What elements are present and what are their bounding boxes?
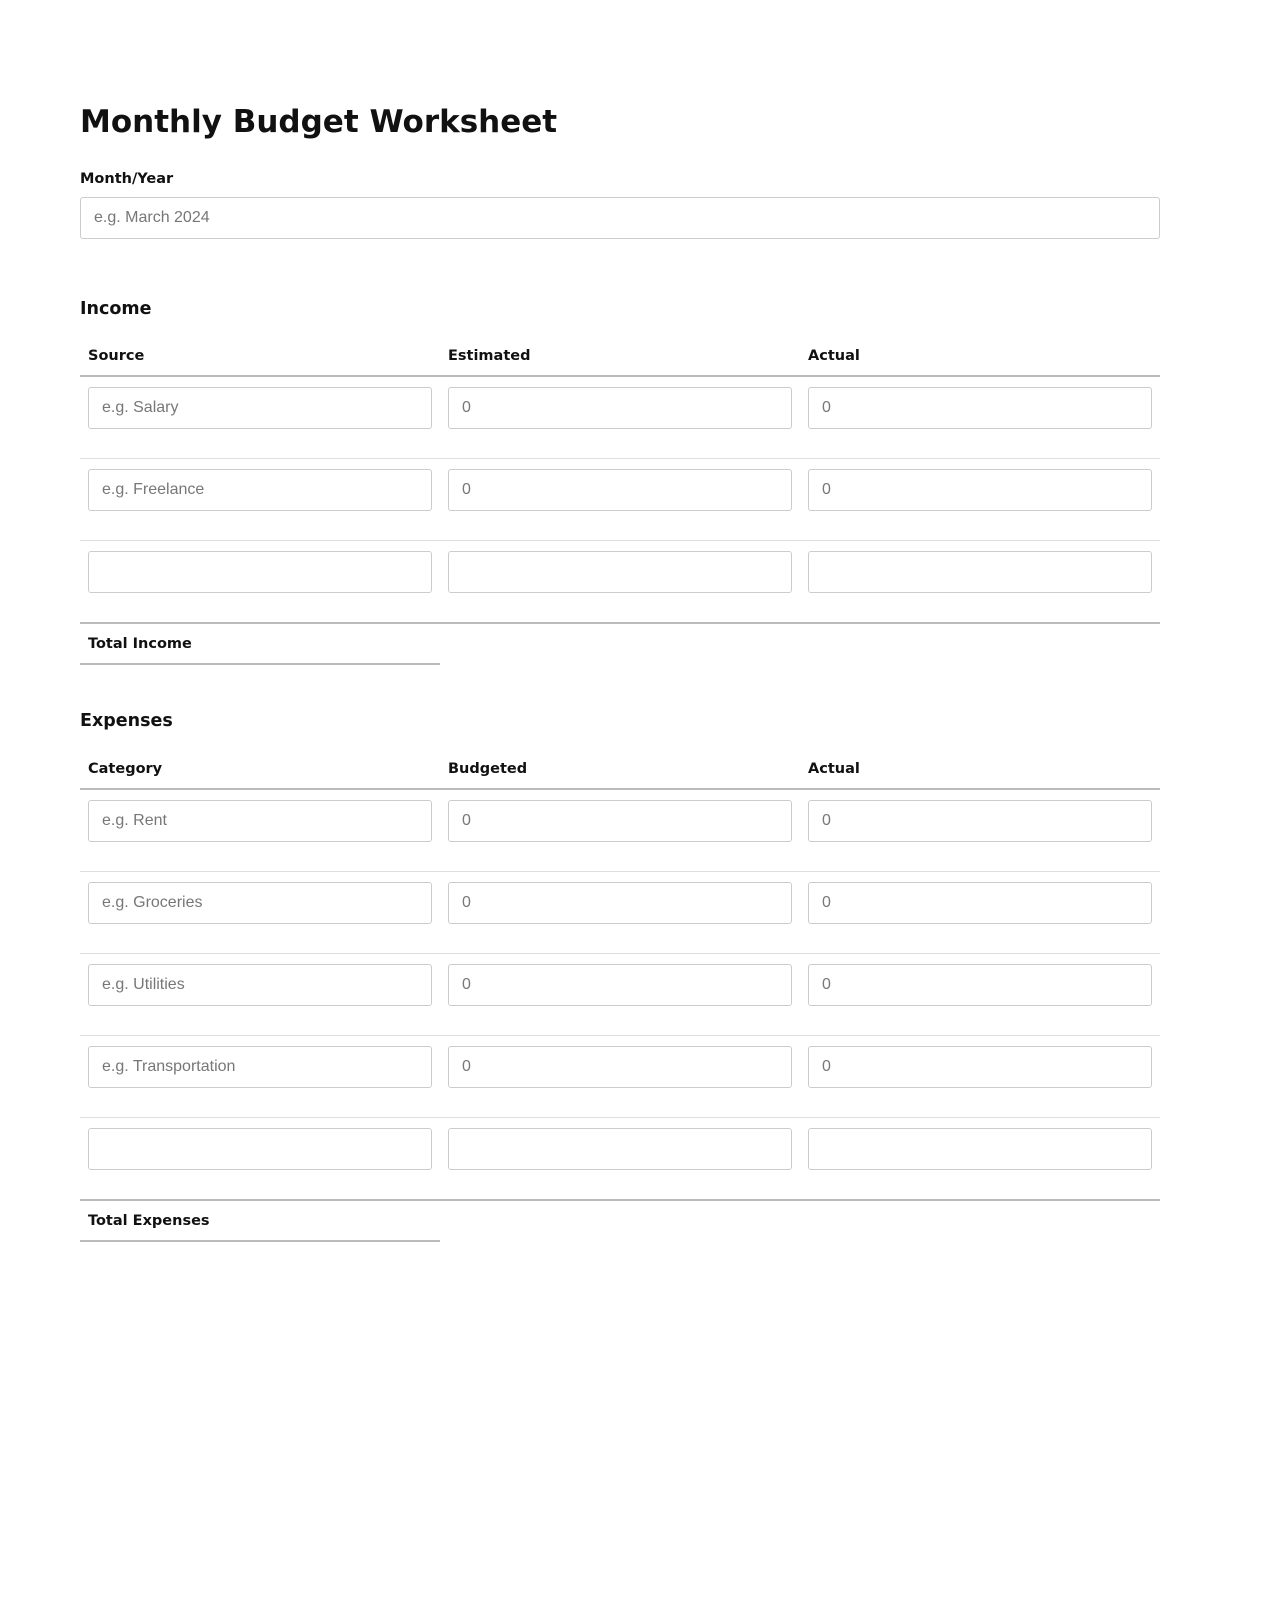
expenses-heading: Expenses	[80, 711, 173, 731]
expense-category-input[interactable]	[88, 882, 432, 924]
expenses-col-actual: Actual	[800, 761, 1160, 789]
income-source-input[interactable]	[88, 387, 432, 429]
expense-actual-input[interactable]	[808, 1046, 1152, 1088]
expense-category-input[interactable]	[88, 964, 432, 1006]
expense-budgeted-input[interactable]	[448, 1046, 792, 1088]
month-year-label: Month/Year	[80, 171, 174, 187]
expense-row	[80, 1118, 1160, 1201]
expense-category-input[interactable]	[88, 1046, 432, 1088]
income-row	[80, 541, 1160, 624]
income-estimated-input[interactable]	[448, 551, 792, 593]
income-source-input[interactable]	[88, 469, 432, 511]
expense-budgeted-input[interactable]	[448, 964, 792, 1006]
expense-budgeted-input[interactable]	[448, 882, 792, 924]
income-actual-input[interactable]	[808, 469, 1152, 511]
expense-budgeted-input[interactable]	[448, 1128, 792, 1170]
income-heading: Income	[80, 299, 152, 319]
income-row	[80, 376, 1160, 459]
expense-row	[80, 1036, 1160, 1118]
expense-budgeted-input[interactable]	[448, 800, 792, 842]
expense-actual-input[interactable]	[808, 800, 1152, 842]
income-col-estimated: Estimated	[440, 348, 800, 376]
income-estimated-input[interactable]	[448, 469, 792, 511]
month-year-input[interactable]	[80, 197, 1160, 239]
expense-category-input[interactable]	[88, 800, 432, 842]
expense-row	[80, 954, 1160, 1036]
total-income-label: Total Income	[80, 624, 440, 665]
expenses-col-budgeted: Budgeted	[440, 761, 800, 789]
expense-actual-input[interactable]	[808, 882, 1152, 924]
income-actual-input[interactable]	[808, 387, 1152, 429]
total-expenses-label: Total Expenses	[80, 1201, 440, 1242]
expenses-table	[80, 761, 1160, 1242]
expense-actual-input[interactable]	[808, 964, 1152, 1006]
expense-row	[80, 872, 1160, 954]
page-title: Monthly Budget Worksheet	[80, 104, 558, 140]
expense-actual-input[interactable]	[808, 1128, 1152, 1170]
income-table	[80, 348, 1160, 665]
income-col-actual: Actual	[800, 348, 1160, 376]
income-estimated-input[interactable]	[448, 387, 792, 429]
income-source-input[interactable]	[88, 551, 432, 593]
income-actual-input[interactable]	[808, 551, 1152, 593]
expense-row	[80, 789, 1160, 872]
expenses-col-category: Category	[80, 761, 440, 789]
expense-category-input[interactable]	[88, 1128, 432, 1170]
income-row	[80, 459, 1160, 541]
income-col-source: Source	[80, 348, 440, 376]
